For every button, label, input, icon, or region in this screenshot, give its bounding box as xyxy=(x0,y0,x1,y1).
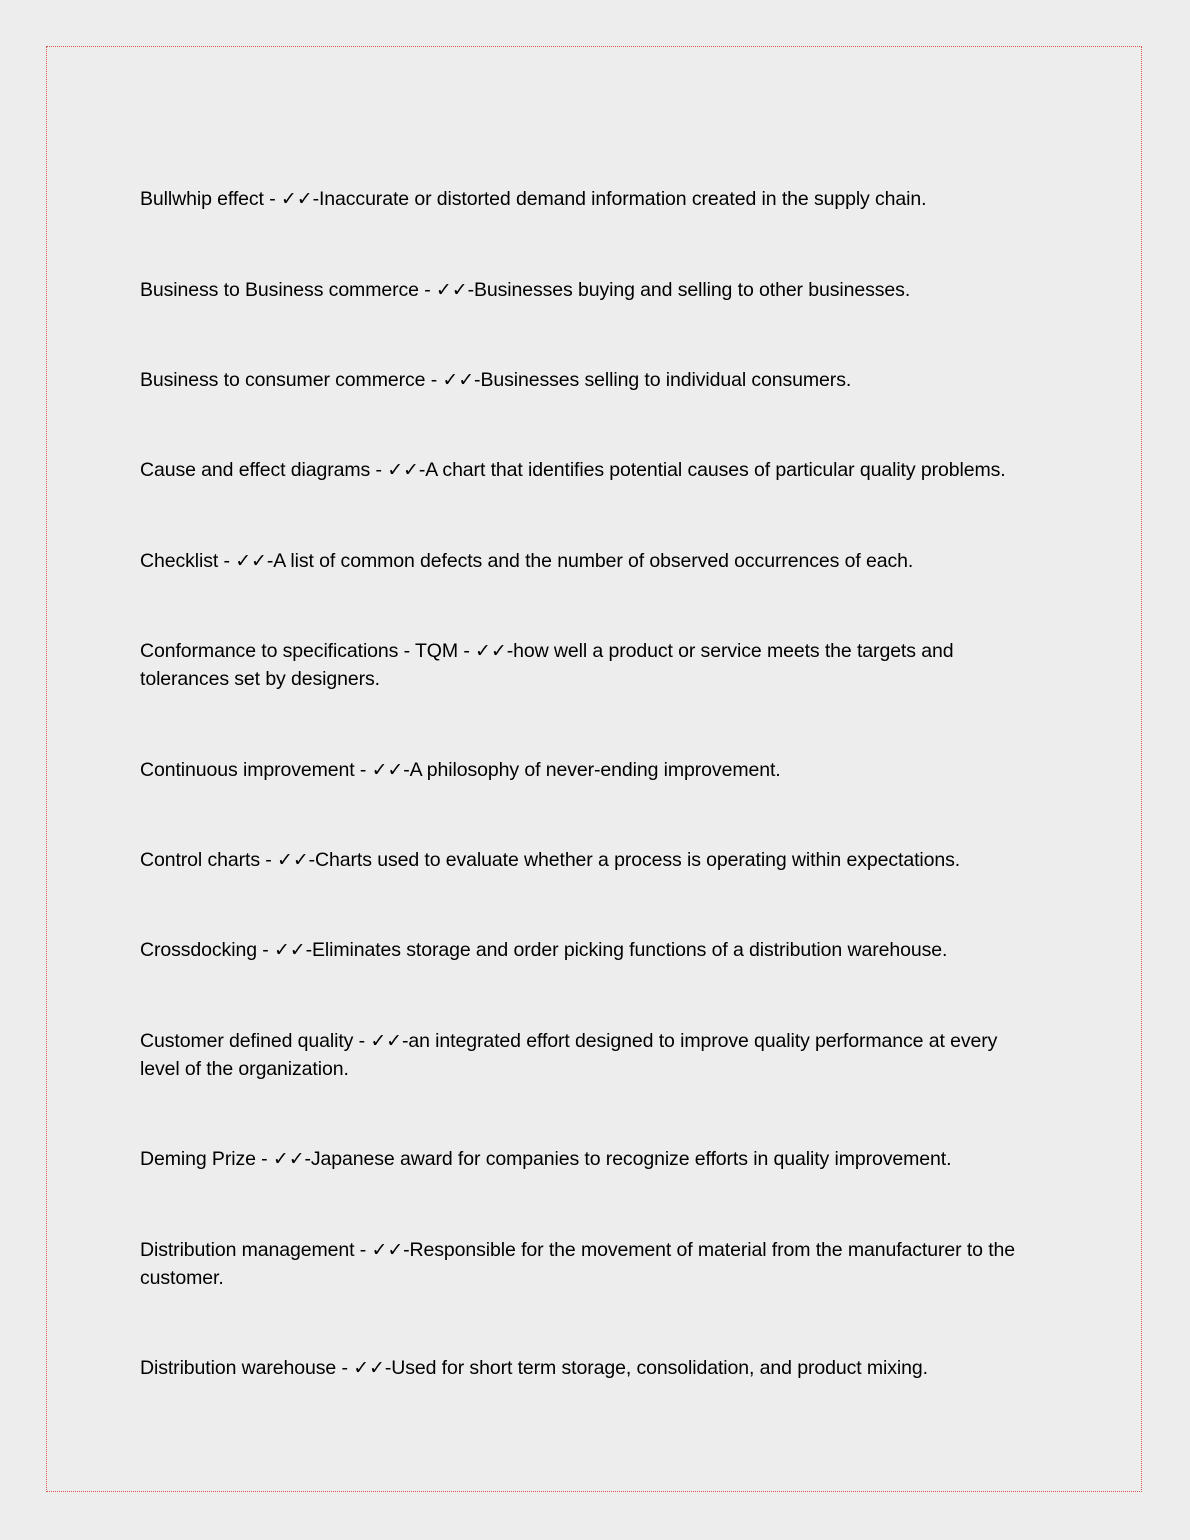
entry-definition: -Used for short term storage, consolidation, and product mixing. xyxy=(384,1357,928,1379)
entry-definition: -Inaccurate or distorted demand information created in the supply chain. xyxy=(312,188,927,210)
glossary-entry xyxy=(140,276,1040,304)
entry-definition: -Eliminates storage and order picking functions of a distribution warehouse. xyxy=(305,939,948,961)
entry-definition: -A list of common defects and the number of observed occurrences of each. xyxy=(266,550,914,572)
entry-term: Control charts - xyxy=(140,849,278,871)
glossary-entry xyxy=(140,637,1000,693)
entry-term: Deming Prize - xyxy=(140,1148,273,1170)
glossary-entry xyxy=(140,936,1040,964)
glossary-entry xyxy=(140,756,1040,784)
entry-definition: -Businesses selling to individual consumers. xyxy=(474,369,852,391)
entry-term: Distribution management - xyxy=(140,1239,372,1261)
entry-definition: -Japanese award for companies to recognize efforts in quality improvement. xyxy=(304,1148,952,1170)
entry-definition: -A chart that identifies potential causes of particular quality problems. xyxy=(418,459,1006,481)
glossary-entry xyxy=(140,366,1040,394)
checkmark-icon: ✓✓ xyxy=(475,640,507,662)
entry-definition: -an integrated effort designed to improve quality performance at every level of the organization. xyxy=(140,1030,998,1080)
checkmark-icon: ✓✓ xyxy=(280,188,313,210)
checkmark-icon: ✓✓ xyxy=(277,849,309,871)
checkmark-icon: ✓✓ xyxy=(353,1357,385,1379)
entry-definition: -how well a product or service meets the targets and tolerances set by designers. xyxy=(140,640,954,690)
entry-term: Business to consumer commerce - xyxy=(140,369,443,391)
entry-term: Business to Business commerce - xyxy=(140,279,436,301)
glossary-entry xyxy=(140,547,1040,575)
entry-term: Distribution warehouse - xyxy=(140,1357,354,1379)
entry-definition: -Responsible for the movement of material from the manufacturer to the customer. xyxy=(140,1239,1016,1289)
checkmark-icon: ✓✓ xyxy=(235,550,267,572)
checkmark-icon: ✓✓ xyxy=(371,1239,404,1261)
glossary-entry xyxy=(140,456,1040,484)
entry-definition: -A philosophy of never-ending improvement. xyxy=(403,759,781,781)
checkmark-icon: ✓✓ xyxy=(273,939,306,961)
glossary-entry xyxy=(140,846,1040,874)
checkmark-icon: ✓✓ xyxy=(370,1030,402,1052)
checkmark-icon: ✓✓ xyxy=(387,459,419,481)
entry-term: Cause and effect diagrams - xyxy=(140,459,388,481)
checkmark-icon: ✓✓ xyxy=(442,369,475,391)
glossary-entry xyxy=(140,1236,1040,1292)
checkmark-icon: ✓✓ xyxy=(371,759,404,781)
glossary-entry xyxy=(140,1354,1040,1382)
glossary-entry xyxy=(140,185,1040,213)
glossary-entry xyxy=(140,1145,1040,1173)
glossary-entry xyxy=(140,1027,1040,1083)
entry-definition: -Businesses buying and selling to other businesses. xyxy=(467,279,911,301)
checkmark-icon: ✓✓ xyxy=(435,279,468,301)
entry-term: Conformance to specifications - TQM - xyxy=(140,640,476,662)
entry-term: Crossdocking - xyxy=(140,939,274,961)
entry-term: Customer defined quality - xyxy=(140,1030,371,1052)
entry-term: Continuous improvement - xyxy=(140,759,372,781)
entry-term: Bullwhip effect - xyxy=(140,188,281,210)
entry-definition: -Charts used to evaluate whether a process is operating within expectations. xyxy=(308,849,961,871)
entry-term: Checklist - xyxy=(140,550,236,572)
checkmark-icon: ✓✓ xyxy=(272,1148,305,1170)
